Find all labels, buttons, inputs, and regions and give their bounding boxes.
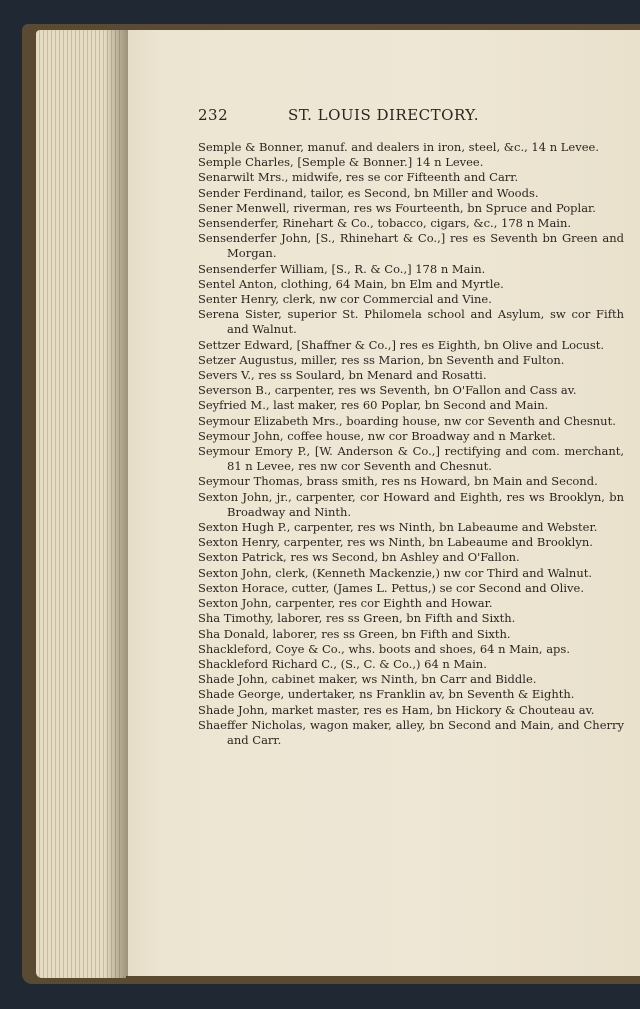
directory-entry: Sexton Hugh P., carpenter, res ws Ninth, bn Labeaume and Webster.: [198, 520, 598, 535]
directory-entry: Seymour Thomas, brass smith, res ns Howard, bn Main and Second.: [198, 474, 598, 489]
directory-entry: Sensenderfer John, [S., Rhinehart & Co.,] res es Seventh bn Green and Morgan.: [198, 231, 624, 261]
directory-entry: Seymour Elizabeth Mrs., boarding house, nw cor Seventh and Chesnut.: [198, 413, 616, 428]
directory-entry: Sensenderfer, Rinehart & Co., tobacco, cigars, &c., 178 n Main.: [198, 216, 572, 231]
directory-entry: Shade John, cabinet maker, ws Ninth, bn Carr and Biddle.: [198, 672, 537, 687]
directory-entry: Sensenderfer William, [S., R. & Co.,] 178 n Main.: [198, 261, 486, 276]
directory-entry: Settzer Edward, [Shaffner & Co.,] res es Eighth, bn Olive and Locust.: [198, 337, 605, 352]
page-title: ST. LOUIS DIRECTORY.: [288, 106, 480, 124]
page-number: 232: [198, 106, 229, 124]
directory-entry: Shackleford Richard C., (S., C. & Co.,) 64 n Main.: [198, 656, 487, 671]
directory-entry: Sener Menwell, riverman, res ws Fourteenth, bn Spruce and Poplar.: [198, 200, 596, 215]
directory-entry: Sentel Anton, clothing, 64 Main, bn Elm and Myrtle.: [198, 276, 504, 291]
page-gutter: [104, 30, 128, 978]
page-header: [198, 106, 488, 126]
directory-entry: Semple Charles, [Semple & Bonner.] 14 n Levee.: [198, 155, 484, 170]
directory-entry: Serena Sister, superior St. Philomela school and Asylum, sw cor Fifth and Walnut.: [198, 307, 624, 337]
directory-entry: Severson B., carpenter, res ws Seventh, bn O'Fallon and Cass av.: [198, 383, 577, 398]
directory-entry: Semple & Bonner, manuf. and dealers in iron, steel, &c., 14 n Levee.: [198, 140, 599, 154]
directory-entry: Shade George, undertaker, ns Franklin av, bn Seventh & Eighth.: [198, 687, 575, 702]
directory-entry: Sexton John, carpenter, res cor Eighth and Howar.: [198, 596, 493, 611]
directory-entry: Sha Donald, laborer, res ss Green, bn Fifth and Sixth.: [198, 626, 511, 641]
directory-entry: Sexton John, jr., carpenter, cor Howard and Eighth, res ws Brooklyn, bn Broadway and Ninth.: [198, 489, 624, 519]
directory-entry: Sender Ferdinand, tailor, es Second, bn Miller and Woods.: [198, 185, 539, 200]
directory-entry: Shackleford, Coye & Co., whs. boots and shoes, 64 n Main, aps.: [198, 641, 570, 656]
directory-entries: [198, 140, 624, 748]
directory-entry: Shaeffer Nicholas, wagon maker, alley, bn Second and Main, and Cherry and Carr.: [198, 717, 624, 747]
directory-entry: Sha Timothy, laborer, res ss Green, bn Fifth and Sixth.: [198, 611, 516, 626]
directory-entry: Sexton John, clerk, (Kenneth Mackenzie,) nw cor Third and Walnut.: [198, 565, 593, 580]
directory-entry: Setzer Augustus, miller, res ss Marion, bn Seventh and Fulton.: [198, 352, 565, 367]
directory-entry: Senter Henry, clerk, nw cor Commercial and Vine.: [198, 292, 492, 307]
directory-entry: Senarwilt Mrs., midwife, res se cor Fifteenth and Carr.: [198, 170, 519, 185]
directory-entry: Shade John, market master, res es Ham, bn Hickory & Chouteau av.: [198, 702, 595, 717]
directory-entry: Sexton Patrick, res ws Second, bn Ashley and O'Fallon.: [198, 550, 520, 565]
directory-entry: Sexton Henry, carpenter, res ws Ninth, bn Labeaume and Brooklyn.: [198, 535, 593, 550]
directory-entry: Sexton Horace, cutter, (James L. Pettus,) se cor Second and Olive.: [198, 580, 584, 595]
directory-entry: Severs V., res ss Soulard, bn Menard and Rosatti.: [198, 368, 487, 383]
directory-entry: Seymour Emory P., [W. Anderson & Co.,] rectifying and com. merchant, 81 n Levee, res nw cor Seventh and Chesnut.: [198, 444, 624, 474]
directory-entry: Seyfried M., last maker, res 60 Poplar, bn Second and Main.: [198, 398, 549, 413]
directory-entry: Seymour John, coffee house, nw cor Broadway and n Market.: [198, 428, 556, 443]
